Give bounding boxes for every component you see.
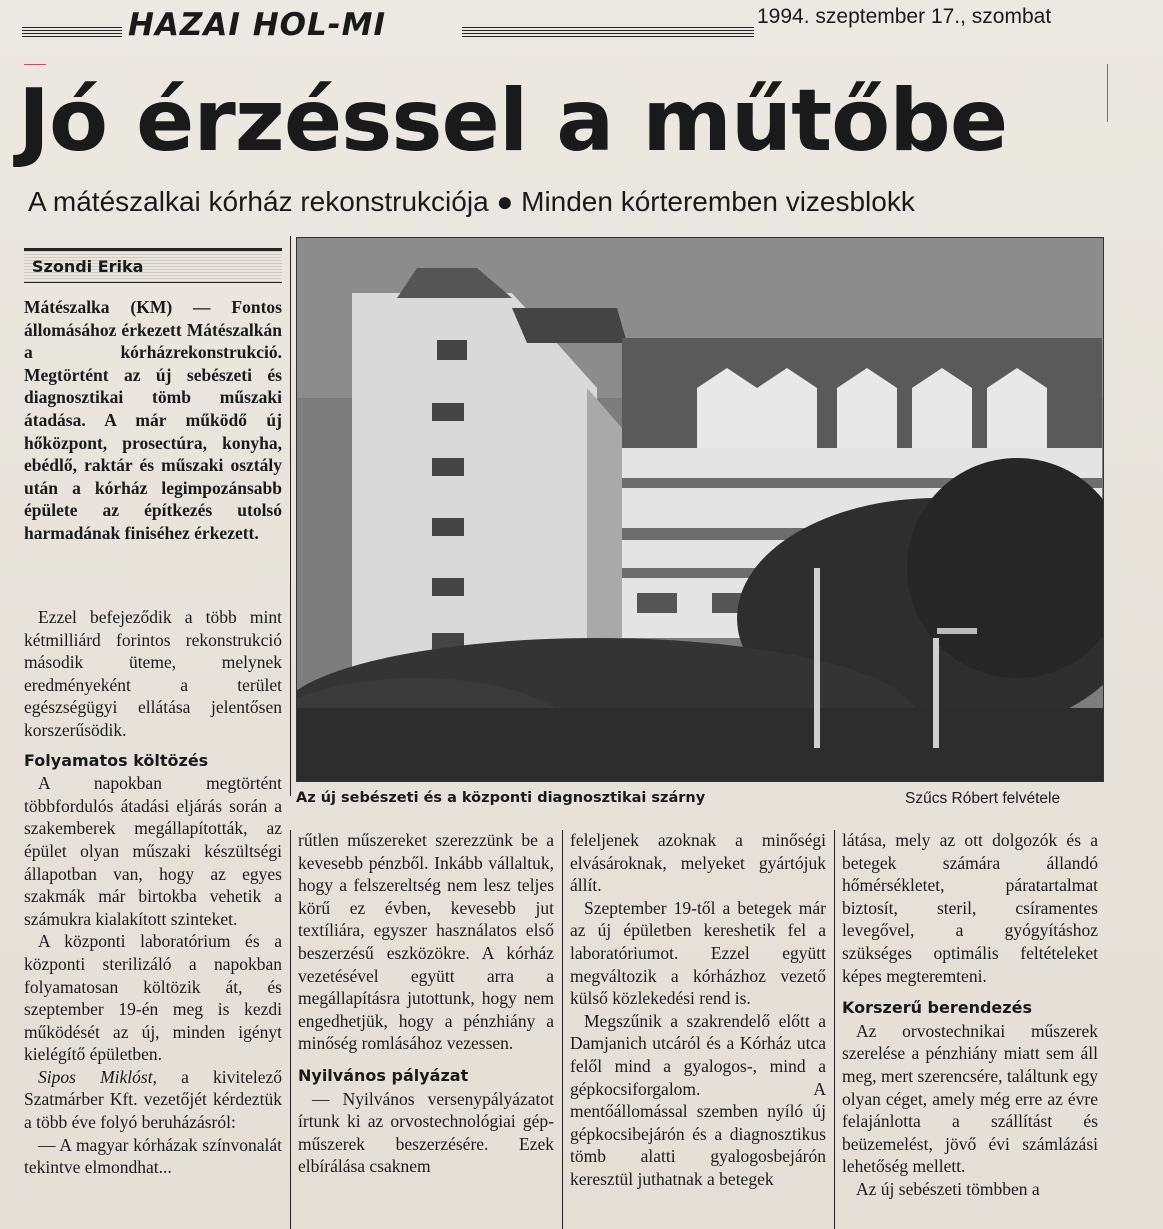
subheading: Korszerű berendezés — [842, 998, 1032, 1018]
column-rule — [290, 236, 291, 796]
column-3-body — [570, 829, 826, 1191]
paragraph: feleljenek azoknak a minőségi elvásároknak, melyeket gyártójuk állít. — [570, 830, 826, 896]
paragraph: A központi laboratórium és a központi sterilizáló a napokban folyamatosan költözik át, és szeptember 19-én meg is kezdi működését az új, minden igényt kielégítő épületben. — [24, 931, 282, 1065]
paragraph: rűtlen műszereket szerezzünk be a kevesebb pénzből. Inkább vállaltuk, hogy a felszereltség nem lesz teljes körű ez évben, kevesebb jut textíliára, egyszer használatos első beszerzésű eszközökre. A kórház vezetésével együtt arra a megállapításra jutottunk, hogy nem engedhetjük, hogy a pénzhiány a minőség romlásához vezessen. — [298, 830, 554, 1054]
red-pen-mark — [1094, 64, 1108, 122]
byline: Szondi Erika — [24, 248, 282, 283]
subheading: Folyamatos költözés — [24, 750, 209, 770]
hospital-building-image — [297, 238, 1104, 782]
headline: Jó érzéssel a műtőbe — [18, 71, 1008, 171]
paragraph-text: , a kivitelező Szatmárber Kft. vezetőjét kérdeztük a több éve folyó beruházásról: — [24, 1066, 282, 1133]
paragraph: — Nyilvános versenypályázatot írtunk ki az orvostechnológiai gép-műszerek beszerzésére. Ezek elbírálása csaknem — [298, 1088, 554, 1177]
photo-caption: Az új sebészeti és a központi diagnosztikai szárny — [296, 790, 706, 806]
lead-paragraph: Mátészalka (KM) — Fontos állomásához érkezett Mátészalkán a kórházrekonstrukció. Megtörtént az új sebészeti és diagnosztikai tömb műszaki átadása. A már működő új hőközpont, prosectúra, konyha, ebédlő, raktár és műszaki osztály után a kórház legimpozánsabb épülete az építkezés utolsó harmadának finiséhez érkezett. — [24, 297, 282, 543]
column-rule — [290, 830, 291, 1229]
paragraph: Az új sebészeti tömbben a — [856, 1178, 1040, 1199]
column-2-body — [298, 829, 554, 1178]
photo-credit: Szűcs Róbert felvétele — [905, 790, 1061, 807]
building-photo — [296, 237, 1104, 782]
paragraph: Ezzel befejeződik a több mint kétmilliárd forintos rekonstrukció második üteme, melynek eredményeként a terület egészségügyi ellátása jelentősen korszerűsödik. — [24, 607, 282, 740]
paragraph: Megszűnik a szakrendelő előtt a Damjanich utcáról és a Kórház utca felől mind a gyalogos-, mind a gépkocsiforgalom. A mentőállomással szemben nyíló új gépkocsibejárón és a diagnosztikus tömb alatti gyalogosbejárón keresztül juthatnak a betegek — [570, 1010, 826, 1189]
paragraph — [24, 1066, 282, 1134]
paragraph: Az orvostechnikai műszerek szerelése a pénzhiány miatt sem áll meg, mert szerencsére, találtunk egy olyan céget, amely még erre az évre felajánlotta a szállítást és beüzemelést, jövő évi számlázási lehetőség mellett. — [842, 1020, 1098, 1177]
rubric-rule-right — [462, 27, 754, 37]
lead-paragraph-block — [24, 296, 282, 545]
paragraph: A napokban megtörtént többfordulós átadási eljárás során a szakemberek megállapították, az épület olyan műszaki készültségi állapotban van, hogy az egyes szakmák már birtokba vehetik a számukra kialakított szinteket. — [24, 773, 282, 929]
rubric-rule-left — [22, 27, 122, 37]
column-rule — [562, 830, 563, 1229]
paragraph: Szeptember 19-től a betegek már az új épületben kereshetik fel a laboratóriumot. Ezzel együtt megváltozik a kórházhoz vezető külső közlekedési rend is. — [570, 897, 826, 1009]
red-pen-mark — [24, 64, 46, 68]
column-4-body — [842, 829, 1098, 1201]
person-name: Sipos Miklóst — [38, 1066, 153, 1087]
column-1-body — [24, 606, 282, 1179]
paragraph: látása, mely az ott dolgozók és a betegek számára állandó hőmérsékletet, páratartalmat biztosít, steril, csíramentes levegővel, a gyógyításhoz szükséges optimális feltételeket képes megteremteni. — [842, 830, 1098, 986]
dateline: 1994. szeptember 17., szombat — [757, 5, 1052, 28]
paragraph: — A magyar kórházak színvonalát tekintve elmondhat... — [24, 1134, 282, 1178]
section-rubric: HAZAI HOL-MI — [128, 7, 387, 43]
column-rule — [834, 830, 835, 1229]
subheading: Nyilvános pályázat — [298, 1065, 469, 1085]
subheadline: A mátészalkai kórház rekonstrukciója ● Minden kórteremben vizesblokk — [28, 186, 915, 217]
